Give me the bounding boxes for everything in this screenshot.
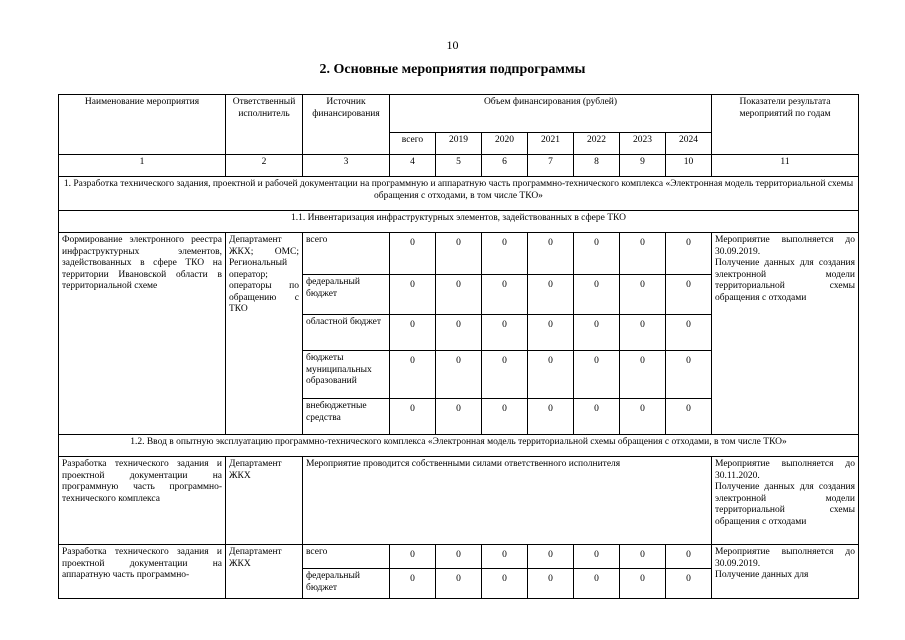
value-cell: 0 [390,315,436,351]
header-source: Источник финансирования [303,95,390,155]
event-1-indicators [712,233,859,435]
value-cell: 0 [436,569,482,599]
value-cell: 0 [574,351,620,399]
value-cell: 0 [436,351,482,399]
section-1-title: 1. Разработка технического задания, проектной и рабочей документации на программную и аппаратную часть программно-технического комплекса «Электронная модель территориальной схемы обращения с отходами, в том числе ТКО» [59,177,859,211]
value-cell: 0 [528,275,574,315]
event-3-name: Разработка технического задания и проектной документации на аппаратную часть программно- [59,545,226,599]
value-cell: 0 [482,399,528,435]
header-year: 2019 [436,133,482,155]
column-number: 9 [620,155,666,177]
value-cell: 0 [436,315,482,351]
value-cell: 0 [390,351,436,399]
value-cell: 0 [390,399,436,435]
column-number: 8 [574,155,620,177]
header-year: 2021 [528,133,574,155]
value-cell: 0 [482,351,528,399]
event-2-name: Разработка технического задания и проектной документации на программную часть программно-технического комплекса [59,457,226,545]
value-cell: 0 [390,233,436,275]
indicator-line: Мероприятие выполняется до 30.09.2019. [715,235,855,257]
document-title: 2. Основные мероприятия подпрограммы [319,62,586,77]
value-cell: 0 [528,233,574,275]
value-cell: 0 [436,399,482,435]
value-cell: 0 [574,569,620,599]
header-year: 2023 [620,133,666,155]
value-cell: 0 [482,545,528,569]
value-cell: 0 [666,315,712,351]
indicator-line: Мероприятие выполняется до 30.09.2019. [715,547,855,569]
column-number: 11 [712,155,859,177]
value-cell: 0 [620,233,666,275]
value-cell: 0 [528,569,574,599]
event-1-source: внебюджетные средства [303,399,390,435]
page-number: 10 [446,38,459,52]
header-year: 2020 [482,133,528,155]
value-cell: 0 [620,569,666,599]
value-cell: 0 [574,275,620,315]
column-number: 7 [528,155,574,177]
header-name: Наименование мероприятия [59,95,226,155]
header-year: 2024 [666,133,712,155]
header-row [59,95,859,133]
value-cell: 0 [528,399,574,435]
value-cell: 0 [666,351,712,399]
value-cell: 0 [620,351,666,399]
column-number: 2 [226,155,303,177]
section-1-1-title: 1.1. Инвентаризация инфраструктурных элементов, задействованных в сфере ТКО [59,211,859,233]
event-1-name: Формирование электронного реестра инфраструктурных элементов, задействованных в сфере ТКО на территории Ивановской области в территориальной схеме [59,233,226,435]
indicator-line: Мероприятие выполняется до 30.11.2020. [715,459,855,481]
table-row [59,457,859,545]
value-cell: 0 [482,275,528,315]
value-cell: 0 [528,545,574,569]
event-2-executor: Департамент ЖКХ [226,457,303,545]
event-3-executor: Департамент ЖКХ [226,545,303,599]
event-1-source: бюджеты муниципальных образований [303,351,390,399]
column-numbers-row [59,155,859,177]
event-3-source: федеральный бюджет [303,569,390,599]
value-cell: 0 [620,545,666,569]
section-1-2-title: 1.2. Ввод в опытную эксплуатацию программно-технического комплекса «Электронная модель территориальной схемы обращения с отходами, в том числе ТКО» [59,435,859,457]
value-cell: 0 [482,569,528,599]
header-indicators: Показатели результата мероприятий по годам [712,95,859,155]
value-cell: 0 [482,233,528,275]
table-row [59,545,859,569]
value-cell: 0 [436,233,482,275]
header-year: 2022 [574,133,620,155]
event-1-source: областной бюджет [303,315,390,351]
value-cell: 0 [390,569,436,599]
table-row [59,233,859,275]
value-cell: 0 [620,399,666,435]
value-cell: 0 [528,315,574,351]
value-cell: 0 [390,545,436,569]
subsection-row [59,211,859,233]
event-2-financing-note: Мероприятие проводится собственными силами ответственного исполнителя [303,457,712,545]
column-number: 5 [436,155,482,177]
value-cell: 0 [666,233,712,275]
header-volume: Объем финансирования (рублей) [390,95,712,133]
header-executor: Ответственный исполнитель [226,95,303,155]
column-number: 1 [59,155,226,177]
column-number: 10 [666,155,712,177]
value-cell: 0 [482,315,528,351]
event-1-source: федеральный бюджет [303,275,390,315]
indicator-line: Получение данных для [715,570,809,580]
column-number: 6 [482,155,528,177]
value-cell: 0 [574,315,620,351]
column-number: 4 [390,155,436,177]
value-cell: 0 [620,275,666,315]
event-3-source: всего [303,545,390,569]
value-cell: 0 [528,351,574,399]
event-1-source: всего [303,233,390,275]
value-cell: 0 [574,399,620,435]
indicator-line: Получение данных для создания электронной модели территориальной схемы обращения с отходами [715,482,855,527]
value-cell: 0 [390,275,436,315]
indicator-line: Получение данных для создания электронной модели территориальной схемы обращения с отходами [715,258,855,303]
value-cell: 0 [574,233,620,275]
value-cell: 0 [666,399,712,435]
column-number: 3 [303,155,390,177]
value-cell: 0 [666,275,712,315]
value-cell: 0 [666,545,712,569]
measures-table [58,94,859,599]
value-cell: 0 [436,275,482,315]
event-1-executor: Департамент ЖКХ; ОМС; Региональный оператор; операторы по обращению с ТКО [226,233,303,435]
value-cell: 0 [436,545,482,569]
value-cell: 0 [574,545,620,569]
subsection-row [59,435,859,457]
section-row [59,177,859,211]
value-cell: 0 [666,569,712,599]
value-cell: 0 [620,315,666,351]
event-3-indicators [712,545,859,599]
event-2-indicators [712,457,859,545]
header-total: всего [390,133,436,155]
